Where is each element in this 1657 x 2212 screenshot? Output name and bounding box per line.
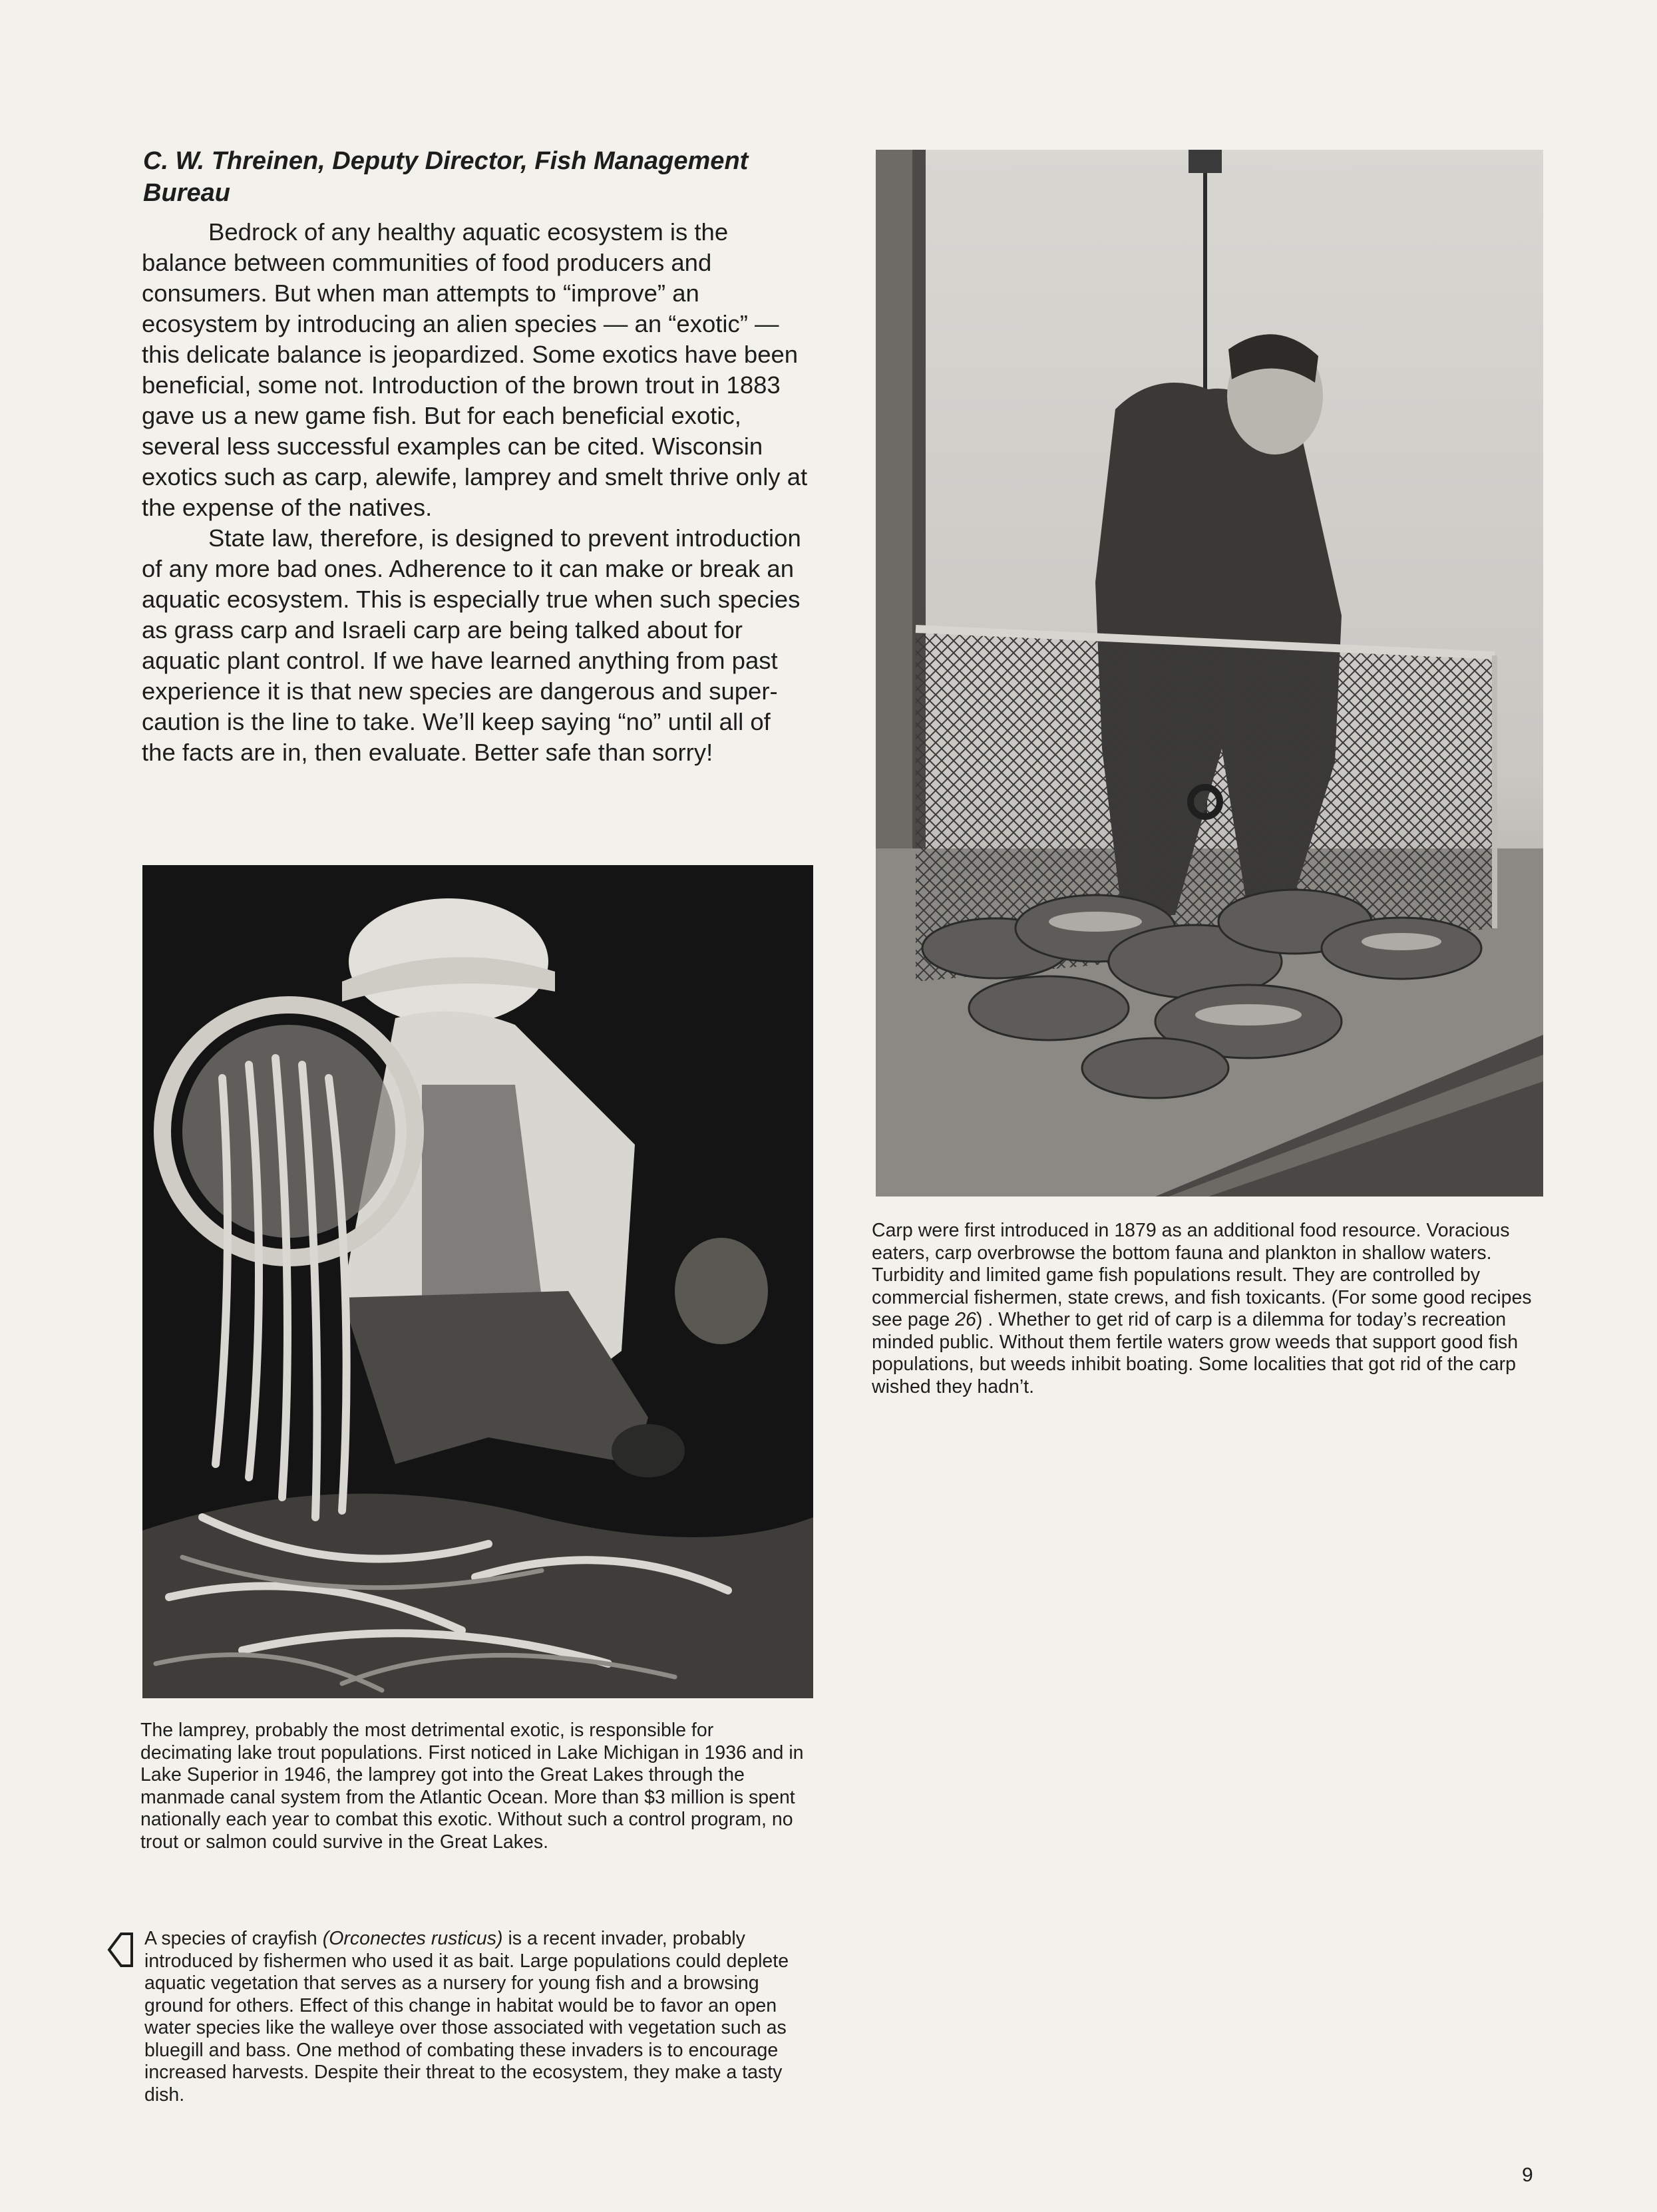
left-arrow-outline-icon bbox=[106, 1929, 134, 1971]
recipes-page-reference: 26 bbox=[955, 1309, 976, 1330]
essay-paragraph-2: State law, therefore, is designed to prevent introduction of any more bad ones. Adherence to it can make or break an aquatic ecosystem. This is especially true when such species as grass carp and Israeli carp are being talked about for aquatic plant control. If we have learned anything from past experience it is that new species are dangerous and super-caution is the line to take. We’ll keep saying “no” until all of the facts are in, then evaluate. Better safe than sorry! bbox=[142, 524, 801, 766]
carp-net-illustration bbox=[876, 150, 1543, 1197]
crayfish-caption-text: A species of crayfish bbox=[144, 1928, 323, 1949]
lamprey-photo bbox=[142, 865, 813, 1698]
lamprey-caption: The lamprey, probably the most detrimental exotic, is responsible for decimating lake trout populations. First noticed in Lake Michigan in 1936 and in Lake Superior in 1946, the lamprey got into the Great Lakes through the manmade canal system from the Atlantic Ocean. More than $3 million is spent nationally each year to combat this exotic. Without such a control program, no trout or salmon could survive in the Great Lakes. bbox=[140, 1720, 804, 1853]
carp-caption-text-continued: ) . Whether to get rid of carp is a dilemma for today’s recreation minded public. Without them fertile waters grow weeds that support good fish populations, but weeds inhibit boating. Some localities that got rid of the carp wished they hadn’t. bbox=[872, 1309, 1519, 1397]
essay-body bbox=[142, 217, 811, 768]
author-byline: C. W. Threinen, Deputy Director, Fish Management Bureau bbox=[143, 147, 749, 207]
lamprey-illustration bbox=[142, 865, 813, 1698]
crayfish-caption-text-continued: is a recent invader, probably introduced by fishermen who used it as bait. Large populations could deplete aquatic vegetation that serves as a nursery for young fish and a browsing ground for others. Effect of this change in habitat would be to favor an open water species like the walleye over those associated with vegetation such as bluegill and bass. One method of combating these invaders is to encourage increased harvests. Despite their threat to the ecosystem, they make a tasty dish. bbox=[144, 1928, 789, 2106]
page-number: 9 bbox=[1522, 2164, 1533, 2186]
crayfish-species-name: (Orconectes rusticus) bbox=[322, 1928, 503, 1949]
carp-net-photo bbox=[876, 150, 1543, 1197]
carp-caption bbox=[872, 1220, 1541, 1398]
crayfish-caption bbox=[144, 1928, 813, 2106]
carp-caption-text: Carp were first introduced in 1879 as an additional food resource. Voracious eaters, carp overbrowse the bottom fauna and plankton in shallow waters. Turbidity and limited game fish populations result. They are controlled by commercial fishermen, state crews, and fish toxicants. (For some good recipes see page bbox=[872, 1220, 1532, 1330]
essay-paragraph-1: Bedrock of any healthy aquatic ecosystem is the balance between communities of food producers and consumers. But when man attempts to “improve” an ecosystem by introducing an alien species — an “exotic” — this delicate balance is jeopardized. Some exotics have been beneficial, some not. Introduction of the brown trout in 1883 gave us a new game fish. But for each beneficial exotic, several less successful examples can be cited. Wisconsin exotics such as carp, alewife, lamprey and smelt thrive only at the expense of the natives. bbox=[142, 218, 808, 521]
